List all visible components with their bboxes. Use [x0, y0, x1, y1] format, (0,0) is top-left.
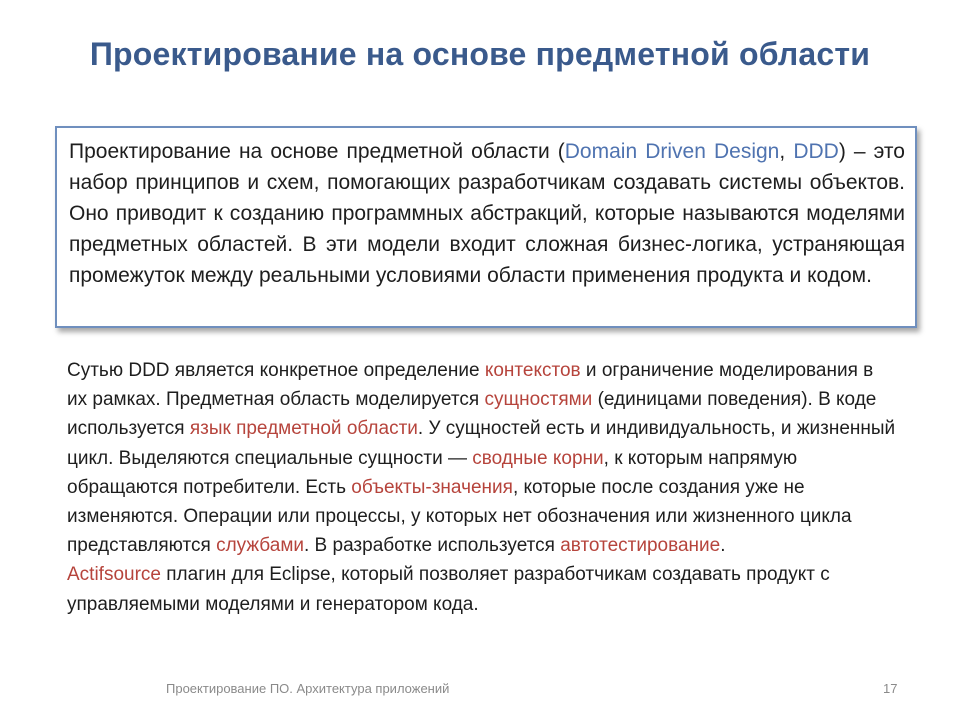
term-aggregate-roots: сводные корни — [472, 447, 604, 469]
term-value-objects: объекты-значения — [351, 476, 513, 498]
definition-text-part: Проектирование на основе предметной области ( — [69, 140, 565, 163]
footer-text: Проектирование ПО. Архитектура приложений — [166, 681, 450, 696]
body-text-part: плагин для Eclipse, который позволяет разработчикам создавать продукт с управляемыми моделями и генератором кода. — [67, 564, 830, 615]
term-domain-language: язык предметной области — [189, 418, 418, 440]
body-text-part: , к которым напрямую обращаются потребители. Есть — [67, 447, 798, 498]
slide-number: 17 — [883, 681, 898, 696]
body-text-part: . — [720, 535, 726, 557]
body-text-part: , которые после создания уже не изменяются. Операции или процессы, у которых нет обозначения или жизненного цикла представляются — [67, 476, 852, 557]
definition-text-part: , — [779, 140, 794, 163]
term-services: службами — [216, 535, 304, 557]
definition-text-part: ) – это набор принципов и схем, помогающих разработчикам создавать системы объектов. Оно приводит к созданию программных абстракций, которые называются моделями предметных областей. В эти модели входит сложная бизнес-логика, устраняющая промежуток между реальными условиями области применения продукта и кодом. — [69, 140, 905, 287]
term-autotesting: автотестирование — [560, 535, 721, 557]
term-ddd: DDD — [793, 140, 839, 163]
body-text-part: (единицами поведения). В коде используется — [67, 389, 877, 440]
term-contexts: контекстов — [484, 360, 581, 381]
term-domain-driven-design: Domain Driven Design — [564, 140, 780, 163]
definition-text — [69, 136, 905, 291]
definition-box — [55, 126, 917, 328]
slide-title: Проектирование на основе предметной области — [89, 36, 871, 72]
body-text — [67, 356, 897, 619]
body-text-part: . У сущностей есть и индивидуальность, и жизненный цикл. Выделяются специальные сущности — — [67, 418, 896, 469]
body-text-part: и ограничение моделирования в их рамках. Предметная область моделируется — [67, 360, 874, 411]
body-text-part: Сутью DDD является конкретное определение — [67, 360, 485, 381]
body-text-part: . В разработке используется — [304, 535, 561, 557]
term-actifsource: Actifsource — [67, 564, 161, 586]
term-entities: сущностями — [484, 389, 593, 411]
